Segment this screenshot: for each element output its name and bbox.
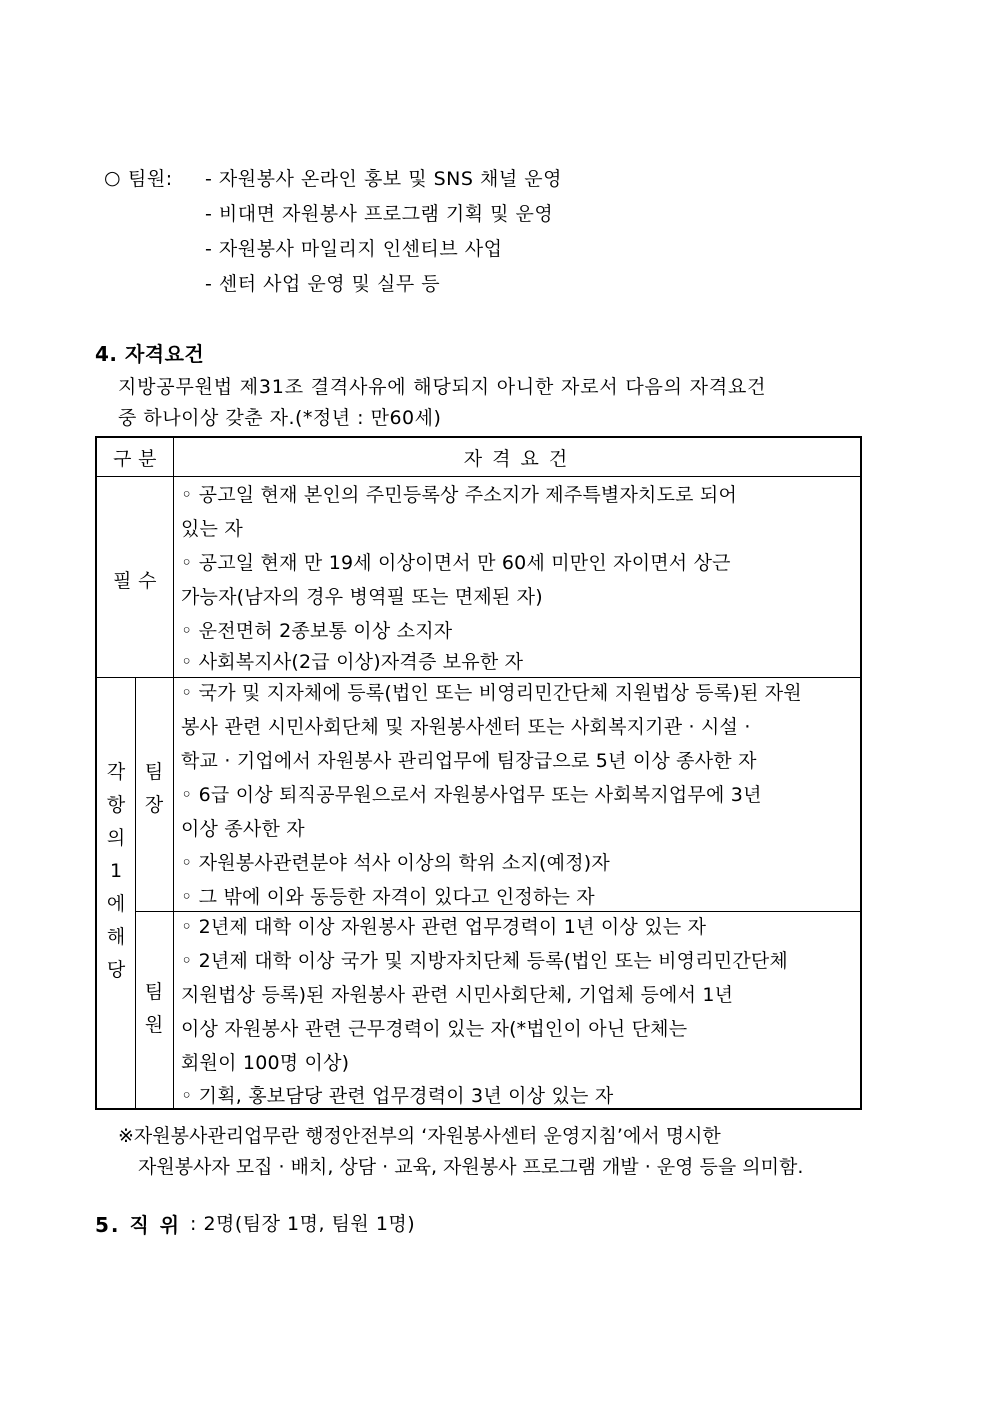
leader-item: ◦ 그 밖에 이와 동등한 자격이 있다고 인정하는 자 [181,886,595,908]
member-item: ◦ 2년제 대학 이상 국가 및 지방자치단체 등록(법인 또는 비영리민간단체 [181,950,788,972]
leader-item: ◦ 국가 및 지자체에 등록(법인 또는 비영리민간단체 지원법상 등록)된 자원 [181,682,802,704]
member-item: 회원이 100명 이상) [181,1052,350,1074]
header-requirements: 자 격 요 건 [463,448,570,470]
member-label: 팀 원 [144,981,164,1036]
member-item: 지원법상 등록)된 자원봉사 관련 시민사회단체, 기업체 등에서 1년 [181,984,734,1006]
note-line2: 자원봉사자 모집 · 배치, 상담 · 교육, 자원봉사 프로그램 개발 · 운영 등을 의미함. [138,1156,804,1178]
requirement-item: ◦ 사회복지사(2급 이상)자격증 보유한 자 [181,651,524,673]
circle-bullet: ○ [104,166,122,189]
duty-item: - 센터 사업 운영 및 실무 등 [205,273,441,295]
leader-label: 팀 장 [144,761,164,816]
section-5-title: 5. 직 위 [95,1213,182,1237]
qualification-table [95,436,862,1110]
member-item: ◦ 기획, 홍보담당 관련 업무경력이 3년 이상 있는 자 [181,1085,614,1107]
duty-row [104,230,562,265]
table-divider [97,476,860,477]
section-4-intro-line1: 지방공무원법 제31조 결격사유에 해당되지 아니한 자로서 다음의 자격요건 [118,376,767,398]
requirement-item: ◦ 운전면허 2종보통 이상 소지자 [181,620,453,642]
duty-item: - 자원봉사 마일리지 인센티브 사업 [205,238,503,260]
duty-label: 팀원: [128,168,173,190]
leader-item: 봉사 관련 시민사회단체 및 자원봉사센터 또는 사회복지기관 · 시설 · [181,716,751,738]
requirement-item: 가능자(남자의 경우 병역필 또는 면제된 자) [181,586,543,608]
leader-item: 학교 · 기업에서 자원봉사 관리업무에 팀장급으로 5년 이상 종사한 자 [181,750,757,772]
duty-row [104,195,562,230]
section-4-intro-line2: 중 하나이상 갖춘 자.(*정년 : 만60세) [118,407,442,429]
leader-item: ◦ 자원봉사관련분야 석사 이상의 학위 소지(예정)자 [181,852,610,874]
duty-item: - 자원봉사 온라인 홍보 및 SNS 채널 운영 [205,168,562,190]
header-category: 구 분 [113,448,157,470]
leader-item: ◦ 6급 이상 퇴직공무원으로서 자원봉사업무 또는 사회복지업무에 3년 [181,784,762,806]
requirement-item: 있는 자 [181,518,243,540]
member-item: ◦ 2년제 대학 이상 자원봉사 관련 업무경력이 1년 이상 있는 자 [181,916,707,938]
duty-item: - 비대면 자원봉사 프로그램 기획 및 운영 [205,203,554,225]
team-member-duties [104,160,562,300]
note-line1: ※자원봉사관리업무란 행정안전부의 ‘자원봉사센터 운영지침’에서 명시한 [118,1125,721,1147]
member-item: 이상 자원봉사 관련 근무경력이 있는 자(*법인이 아닌 단체는 [181,1018,688,1040]
leader-item: 이상 종사한 자 [181,818,305,840]
requirement-item: ◦ 공고일 현재 본인의 주민등록상 주소지가 제주특별자치도로 되어 [181,484,738,506]
table-divider [173,438,174,1108]
section-4-title: 4. 자격요건 [95,342,205,366]
section-5-value: : 2명(팀장 1명, 팀원 1명) [190,1213,416,1235]
duty-row [104,160,562,195]
requirement-item: ◦ 공고일 현재 만 19세 이상이면서 만 60세 미만인 자이면서 상근 [181,552,731,574]
each-one-label: 각 항 의 1 에 해 당 [106,761,126,981]
duty-row [104,265,562,300]
table-divider [135,677,136,1108]
required-label: 필 수 [113,570,157,592]
